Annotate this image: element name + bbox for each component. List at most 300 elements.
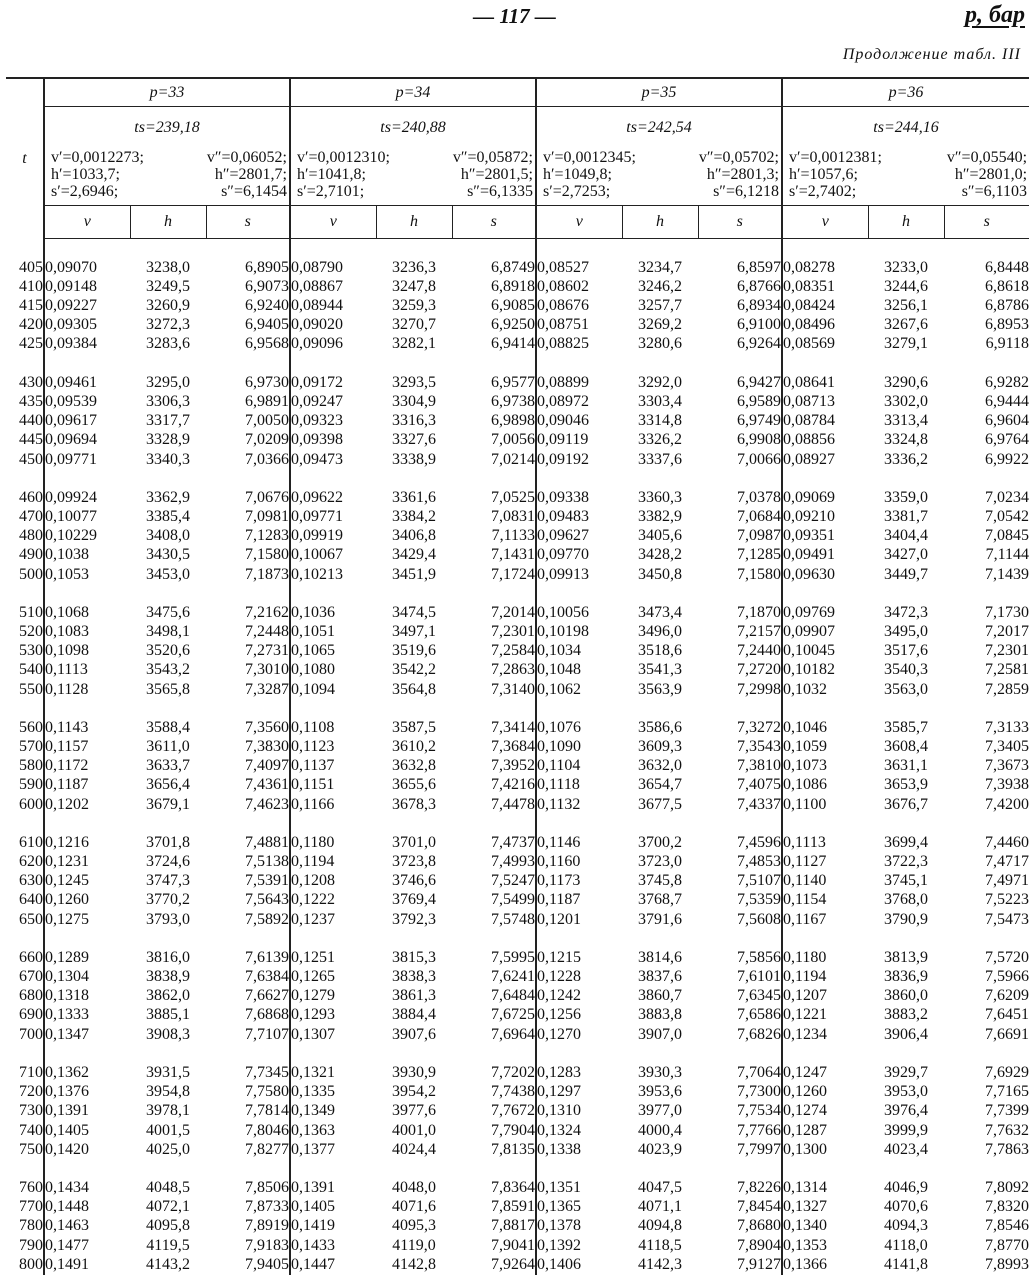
enthalpy-cell: 3233,0 [884,258,928,276]
entropy-cell: 6,8953 [985,316,1029,334]
volume-cell: 0,08713 [782,392,868,411]
volume-cell: 0,08899 [536,373,622,392]
sat-s-liquid: s′=2,7402; [789,183,857,200]
volume-cell: 0,1222 [290,891,376,910]
enthalpy-cell: 3340,3 [146,450,190,468]
enthalpy-cell: 3257,7 [638,297,682,315]
enthalpy-cell: 3270,7 [392,316,436,334]
enthalpy-cell: 4095,8 [146,1217,190,1235]
volume-cell: 0,1365 [536,1198,622,1217]
volume-cell: 0,09070 [44,258,130,277]
volume-cell: 0,10077 [44,507,130,526]
volume-cell: 0,1256 [536,1006,622,1025]
volume-cell: 0,1113 [782,833,868,852]
temperature-cell: 600 [6,795,44,814]
entropy-cell: 7,3810 [737,757,781,775]
enthalpy-cell: 3587,5 [392,718,436,736]
enthalpy-cell: 3519,6 [392,642,436,660]
entropy-cell: 7,2863 [491,661,535,679]
temperature-cell: 500 [6,565,44,584]
enthalpy-cell: 3293,5 [392,373,436,391]
entropy-cell: 7,6101 [737,968,781,986]
volume-cell: 0,1287 [782,1121,868,1140]
volume-cell: 0,1463 [44,1217,130,1236]
volume-cell: 0,1477 [44,1236,130,1255]
enthalpy-cell: 3676,7 [884,795,928,813]
volume-cell: 0,1231 [44,853,130,872]
temperature-cell: 540 [6,661,44,680]
entropy-cell: 7,6241 [491,968,535,986]
entropy-cell: 7,0987 [737,527,781,545]
entropy-cell: 7,1724 [491,565,535,583]
volume-cell: 0,1406 [536,1255,622,1275]
enthalpy-cell: 4072,1 [146,1198,190,1216]
volume-cell: 0,09622 [290,488,376,507]
enthalpy-cell: 3678,3 [392,795,436,813]
enthalpy-cell: 3791,6 [638,910,682,928]
volume-cell: 0,10198 [536,622,622,641]
enthalpy-cell: 4118,5 [638,1236,682,1254]
volume-cell: 0,1202 [44,795,130,814]
entropy-cell: 7,6209 [985,987,1029,1005]
enthalpy-cell: 3361,6 [392,488,436,506]
page-number: — 117 — [473,4,556,28]
entropy-cell: 7,0234 [985,488,1029,506]
entropy-cell: 7,5107 [737,872,781,890]
volume-cell: 0,1434 [44,1178,130,1197]
enthalpy-cell: 3234,7 [638,258,682,276]
enthalpy-cell: 3328,9 [146,431,190,449]
enthalpy-cell: 4142,3 [638,1256,682,1274]
entropy-cell: 7,8092 [985,1179,1029,1197]
entropy-cell: 6,9764 [985,431,1029,449]
entropy-cell: 7,6139 [245,948,289,966]
volume-cell: 0,1118 [536,776,622,795]
temperature-cell: 640 [6,891,44,910]
enthalpy-cell: 3449,7 [884,565,928,583]
volume-cell: 0,1419 [290,1217,376,1236]
volume-cell: 0,08825 [536,335,622,354]
table-row [6,277,1029,296]
entropy-cell: 7,6691 [985,1025,1029,1043]
enthalpy-cell: 3633,7 [146,757,190,775]
volume-cell: 0,1321 [290,1063,376,1082]
volume-cell: 0,1391 [44,1102,130,1121]
volume-cell: 0,09694 [44,431,130,450]
enthalpy-cell: 3337,6 [638,450,682,468]
volume-cell: 0,1143 [44,718,130,737]
column-header-v: v [44,206,130,239]
table-row [6,1140,1029,1159]
table-row [6,795,1029,814]
enthalpy-cell: 3769,4 [392,891,436,909]
enthalpy-cell: 3427,0 [884,546,928,564]
sat-s-liquid: s′=2,6946; [51,183,119,200]
volume-cell: 0,09539 [44,392,130,411]
entropy-cell: 7,1144 [985,546,1029,564]
table-row [6,1217,1029,1236]
enthalpy-cell: 3588,4 [146,718,190,736]
volume-cell: 0,1447 [290,1255,376,1275]
entropy-cell: 7,5643 [245,891,289,909]
volume-cell: 0,08424 [782,297,868,316]
volume-cell: 0,1108 [290,718,376,737]
volume-cell: 0,1053 [44,565,130,584]
volume-cell: 0,1260 [782,1083,868,1102]
temperature-cell: 790 [6,1236,44,1255]
enthalpy-cell: 3677,5 [638,795,682,813]
volume-cell: 0,1283 [536,1063,622,1082]
enthalpy-cell: 3381,7 [884,508,928,526]
volume-cell: 0,1335 [290,1083,376,1102]
entropy-cell: 7,8277 [245,1140,289,1158]
sat-h-liquid: h′=1041,8; [297,166,366,183]
entropy-cell: 7,6929 [985,1064,1029,1081]
enthalpy-cell: 3303,4 [638,392,682,410]
enthalpy-cell: 3930,9 [392,1064,436,1081]
volume-cell: 0,09227 [44,297,130,316]
temperature-cell: 530 [6,642,44,661]
volume-cell: 0,1098 [44,642,130,661]
volume-cell: 0,09771 [44,450,130,469]
table-row [6,527,1029,546]
enthalpy-cell: 3906,4 [884,1025,928,1043]
entropy-cell: 7,6964 [491,1025,535,1043]
temperature-cell: 800 [6,1255,44,1275]
sat-s-vapor: s″=6,1454 [221,183,287,200]
temperature-cell: 405 [6,258,44,277]
volume-cell: 0,09172 [290,373,376,392]
temperature-cell: 680 [6,987,44,1006]
entropy-cell: 6,9427 [737,373,781,391]
entropy-cell: 7,2731 [245,642,289,660]
enthalpy-cell: 3304,9 [392,392,436,410]
table-row [6,776,1029,795]
volume-cell: 0,1349 [290,1102,376,1121]
volume-cell: 0,09483 [536,507,622,526]
volume-cell: 0,1318 [44,987,130,1006]
enthalpy-cell: 3976,4 [884,1102,928,1120]
enthalpy-cell: 3815,3 [392,948,436,966]
enthalpy-cell: 3453,0 [146,565,190,583]
entropy-cell: 7,1285 [737,546,781,564]
table-row [6,661,1029,680]
table-row [6,450,1029,469]
enthalpy-cell: 3814,6 [638,948,682,966]
enthalpy-cell: 4048,5 [146,1179,190,1197]
entropy-cell: 7,2301 [491,623,535,641]
entropy-cell: 6,8597 [737,258,781,276]
entropy-cell: 6,8618 [985,277,1029,295]
table-continuation-label: Продолжение табл. III [842,46,1021,63]
volume-cell: 0,1048 [536,661,622,680]
enthalpy-cell: 3495,0 [884,623,928,641]
volume-cell: 0,09924 [44,488,130,507]
entropy-cell: 7,5499 [491,891,535,909]
enthalpy-cell: 3282,1 [392,335,436,353]
entropy-cell: 7,0050 [245,412,289,430]
volume-cell: 0,09351 [782,527,868,546]
table-row [6,1178,1029,1197]
volume-cell: 0,09323 [290,412,376,431]
entropy-cell: 7,6586 [737,1006,781,1024]
enthalpy-cell: 3608,4 [884,738,928,756]
entropy-cell: 7,6725 [491,1006,535,1024]
enthalpy-cell: 3790,9 [884,910,928,928]
enthalpy-cell: 4094,8 [638,1217,682,1235]
enthalpy-cell: 3451,9 [392,565,436,583]
enthalpy-cell: 3745,8 [638,872,682,890]
enthalpy-cell: 3362,9 [146,488,190,506]
volume-cell: 0,1032 [782,680,868,699]
volume-cell: 0,1300 [782,1140,868,1159]
enthalpy-cell: 3279,1 [884,335,928,353]
entropy-cell: 7,3684 [491,738,535,756]
entropy-cell: 7,5748 [491,910,535,928]
pressure-header: p=34 [290,78,536,107]
enthalpy-cell: 3256,1 [884,297,928,315]
volume-cell: 0,09770 [536,546,622,565]
enthalpy-cell: 3655,6 [392,776,436,794]
volume-cell: 0,1307 [290,1025,376,1044]
entropy-cell: 7,2162 [245,603,289,621]
entropy-cell: 7,2017 [985,623,1029,641]
entropy-cell: 6,9922 [985,450,1029,468]
volume-cell: 0,1076 [536,718,622,737]
enthalpy-cell: 4118,0 [884,1236,928,1254]
temperature-cell: 550 [6,680,44,699]
column-header-v: v [782,206,868,239]
sat-s-vapor: s″=6,1103 [961,183,1028,200]
entropy-cell: 7,0676 [245,488,289,506]
enthalpy-cell: 3977,0 [638,1102,682,1120]
entropy-cell: 7,7534 [737,1102,781,1120]
volume-cell: 0,1363 [290,1121,376,1140]
enthalpy-cell: 3324,8 [884,431,928,449]
entropy-cell: 7,2014 [491,603,535,621]
volume-cell: 0,1327 [782,1198,868,1217]
entropy-cell: 7,5720 [985,948,1029,966]
pressure-header: p=35 [536,78,782,107]
volume-cell: 0,1377 [290,1140,376,1159]
volume-cell: 0,09491 [782,546,868,565]
entropy-cell: 7,0981 [245,508,289,526]
enthalpy-cell: 3428,2 [638,546,682,564]
entropy-cell: 7,0845 [985,527,1029,545]
entropy-cell: 6,9568 [245,335,289,353]
table-row [6,891,1029,910]
saturation-temperature: ts=239,18 [134,119,200,136]
enthalpy-cell: 3908,3 [146,1025,190,1043]
entropy-cell: 7,3287 [245,680,289,698]
entropy-cell: 7,7863 [985,1140,1029,1158]
table-row [6,738,1029,757]
sat-h-liquid: h′=1057,6; [789,166,858,183]
temperature-cell: 440 [6,412,44,431]
volume-cell: 0,08944 [290,297,376,316]
enthalpy-cell: 3336,2 [884,450,928,468]
table-row [6,1236,1029,1255]
column-header-s: s [452,206,536,239]
volume-cell: 0,1245 [44,872,130,891]
enthalpy-cell: 3653,9 [884,776,928,794]
entropy-cell: 7,0542 [985,508,1029,526]
volume-cell: 0,1065 [290,642,376,661]
volume-cell: 0,1172 [44,757,130,776]
temperature-cell: 560 [6,718,44,737]
volume-cell: 0,09046 [536,412,622,431]
table-row [6,833,1029,852]
entropy-cell: 6,9414 [491,335,535,353]
sat-v-liquid: v′=0,0012310; [297,149,390,166]
volume-cell: 0,1086 [782,776,868,795]
entropy-cell: 6,9250 [491,316,535,334]
volume-cell: 0,1146 [536,833,622,852]
enthalpy-cell: 3236,3 [392,258,436,276]
volume-cell: 0,1068 [44,603,130,622]
entropy-cell: 7,7438 [491,1083,535,1101]
temperature-cell: 630 [6,872,44,891]
enthalpy-cell: 4024,4 [392,1140,436,1158]
enthalpy-cell: 3632,0 [638,757,682,775]
volume-cell: 0,09384 [44,335,130,354]
column-header-h: h [868,206,944,239]
entropy-cell: 7,2581 [985,661,1029,679]
volume-cell: 0,09192 [536,450,622,469]
entropy-cell: 7,8454 [737,1198,781,1216]
entropy-cell: 7,3405 [985,738,1029,756]
volume-cell: 0,1391 [290,1178,376,1197]
enthalpy-cell: 3931,5 [146,1064,190,1081]
sat-v-liquid: v′=0,0012381; [789,149,882,166]
entropy-cell: 7,4596 [737,833,781,851]
enthalpy-cell: 3679,1 [146,795,190,813]
entropy-cell: 6,9100 [737,316,781,334]
volume-cell: 0,1251 [290,948,376,967]
volume-cell: 0,08867 [290,277,376,296]
volume-cell: 0,1491 [44,1255,130,1275]
volume-cell: 0,1113 [44,661,130,680]
enthalpy-cell: 3542,2 [392,661,436,679]
entropy-cell: 6,9730 [245,373,289,391]
enthalpy-cell: 3327,6 [392,431,436,449]
volume-cell: 0,1297 [536,1083,622,1102]
enthalpy-cell: 4095,3 [392,1217,436,1235]
entropy-cell: 7,3560 [245,718,289,736]
saturation-properties [536,107,782,206]
entropy-cell: 7,7107 [245,1025,289,1043]
entropy-cell: 6,9405 [245,316,289,334]
temperature-cell: 445 [6,431,44,450]
volume-cell: 0,1351 [536,1178,622,1197]
entropy-cell: 7,7345 [245,1064,289,1081]
volume-cell: 0,1314 [782,1178,868,1197]
enthalpy-cell: 3306,3 [146,392,190,410]
entropy-cell: 7,0066 [737,450,781,468]
volume-cell: 0,1194 [290,853,376,872]
pressure-header: p=36 [782,78,1029,107]
saturation-temperature: ts=242,54 [626,119,692,136]
entropy-cell: 7,7904 [491,1121,535,1139]
entropy-cell: 7,4361 [245,776,289,794]
entropy-cell: 7,7399 [985,1102,1029,1120]
entropy-cell: 7,0366 [245,450,289,468]
volume-cell: 0,09617 [44,412,130,431]
enthalpy-cell: 3541,3 [638,661,682,679]
enthalpy-cell: 4023,9 [638,1140,682,1158]
volume-cell: 0,1094 [290,680,376,699]
enthalpy-cell: 3723,8 [392,853,436,871]
volume-cell: 0,09398 [290,431,376,450]
enthalpy-cell: 3450,8 [638,565,682,583]
entropy-cell: 7,9264 [491,1256,535,1274]
volume-cell: 0,09148 [44,277,130,296]
volume-cell: 0,1304 [44,968,130,987]
entropy-cell: 7,9183 [245,1236,289,1254]
volume-cell: 0,10229 [44,527,130,546]
entropy-cell: 7,8364 [491,1179,535,1197]
entropy-cell: 7,8506 [245,1179,289,1197]
enthalpy-cell: 4119,5 [146,1236,190,1254]
enthalpy-cell: 3408,0 [146,527,190,545]
volume-cell: 0,08751 [536,316,622,335]
enthalpy-cell: 3498,1 [146,623,190,641]
enthalpy-cell: 3861,3 [392,987,436,1005]
temperature-cell: 450 [6,450,44,469]
entropy-cell: 7,2998 [737,680,781,698]
volume-cell: 0,08602 [536,277,622,296]
volume-cell: 0,1378 [536,1217,622,1236]
temperature-cell: 490 [6,546,44,565]
entropy-cell: 7,8770 [985,1236,1029,1254]
enthalpy-cell: 3474,5 [392,603,436,621]
table-row [6,258,1029,277]
volume-cell: 0,1270 [536,1025,622,1044]
enthalpy-cell: 3768,7 [638,891,682,909]
entropy-cell: 7,8817 [491,1217,535,1235]
temperature-cell: 430 [6,373,44,392]
enthalpy-cell: 4047,5 [638,1179,682,1197]
entropy-cell: 7,1870 [737,603,781,621]
entropy-cell: 6,9604 [985,412,1029,430]
entropy-cell: 7,6484 [491,987,535,1005]
enthalpy-cell: 3884,4 [392,1006,436,1024]
enthalpy-cell: 3770,2 [146,891,190,909]
enthalpy-cell: 3699,4 [884,833,928,851]
entropy-cell: 7,1580 [737,565,781,583]
enthalpy-cell: 3518,6 [638,642,682,660]
entropy-cell: 7,4853 [737,853,781,871]
volume-cell: 0,1083 [44,622,130,641]
volume-cell: 0,1207 [782,987,868,1006]
volume-cell: 0,09096 [290,335,376,354]
volume-cell: 0,1234 [782,1025,868,1044]
volume-cell: 0,09210 [782,507,868,526]
volume-cell: 0,1167 [782,910,868,929]
enthalpy-cell: 3326,2 [638,431,682,449]
enthalpy-cell: 3540,3 [884,661,928,679]
column-header-h: h [130,206,206,239]
enthalpy-cell: 3247,8 [392,277,436,295]
entropy-cell: 7,9041 [491,1236,535,1254]
volume-cell: 0,1347 [44,1025,130,1044]
column-header-s: s [944,206,1029,239]
entropy-cell: 7,0214 [491,450,535,468]
entropy-cell: 7,6451 [985,1006,1029,1024]
entropy-cell: 7,7300 [737,1083,781,1101]
enthalpy-cell: 3885,1 [146,1006,190,1024]
sat-v-liquid: v′=0,0012273; [51,149,144,166]
